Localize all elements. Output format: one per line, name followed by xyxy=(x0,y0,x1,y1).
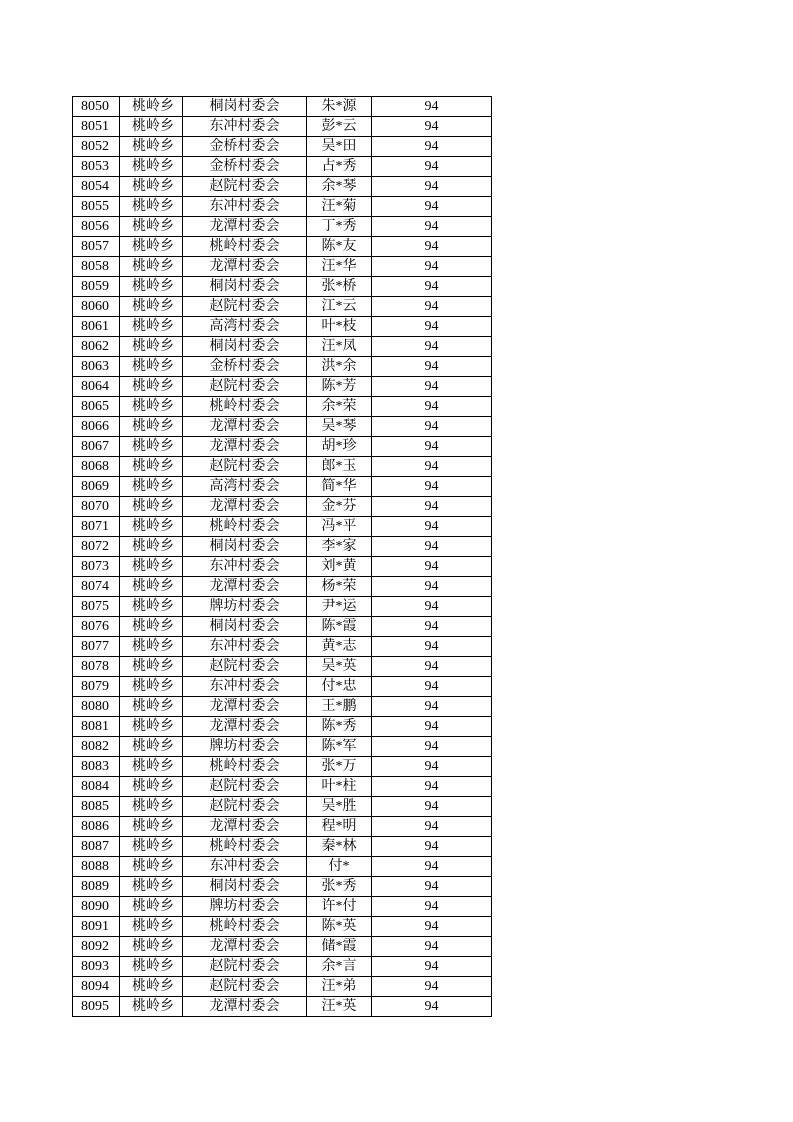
score-cell: 94 xyxy=(372,237,492,257)
village-cell: 桃岭村委会 xyxy=(183,917,307,937)
town-cell: 桃岭乡 xyxy=(120,977,183,997)
village-cell: 金桥村委会 xyxy=(183,357,307,377)
village-cell: 赵院村委会 xyxy=(183,177,307,197)
table-row xyxy=(73,137,492,157)
village-cell: 桃岭村委会 xyxy=(183,837,307,857)
town-cell: 桃岭乡 xyxy=(120,357,183,377)
name-cell: 简*华 xyxy=(307,477,372,497)
village-cell: 赵院村委会 xyxy=(183,777,307,797)
town-cell: 桃岭乡 xyxy=(120,997,183,1017)
name-cell: 储*霞 xyxy=(307,937,372,957)
village-cell: 金桥村委会 xyxy=(183,157,307,177)
name-cell: 汪*英 xyxy=(307,997,372,1017)
town-cell: 桃岭乡 xyxy=(120,377,183,397)
name-cell: 汪*凤 xyxy=(307,337,372,357)
score-cell: 94 xyxy=(372,217,492,237)
table-row xyxy=(73,237,492,257)
town-cell: 桃岭乡 xyxy=(120,837,183,857)
id-cell: 8055 xyxy=(73,197,120,217)
name-cell: 陈*芳 xyxy=(307,377,372,397)
table-row xyxy=(73,417,492,437)
table-row xyxy=(73,857,492,877)
id-cell: 8065 xyxy=(73,397,120,417)
score-cell: 94 xyxy=(372,437,492,457)
id-cell: 8063 xyxy=(73,357,120,377)
table-row xyxy=(73,977,492,997)
score-cell: 94 xyxy=(372,717,492,737)
table-row xyxy=(73,397,492,417)
score-cell: 94 xyxy=(372,937,492,957)
table-row xyxy=(73,917,492,937)
town-cell: 桃岭乡 xyxy=(120,137,183,157)
id-cell: 8079 xyxy=(73,677,120,697)
score-cell: 94 xyxy=(372,97,492,117)
table-row xyxy=(73,577,492,597)
town-cell: 桃岭乡 xyxy=(120,917,183,937)
name-cell: 彭*云 xyxy=(307,117,372,137)
id-cell: 8081 xyxy=(73,717,120,737)
town-cell: 桃岭乡 xyxy=(120,577,183,597)
name-cell: 洪*余 xyxy=(307,357,372,377)
name-cell: 陈*秀 xyxy=(307,717,372,737)
score-cell: 94 xyxy=(372,157,492,177)
name-cell: 刘*黄 xyxy=(307,557,372,577)
table-body xyxy=(73,97,492,1017)
score-cell: 94 xyxy=(372,817,492,837)
name-cell: 冯*平 xyxy=(307,517,372,537)
table-row xyxy=(73,457,492,477)
village-cell: 金桥村委会 xyxy=(183,137,307,157)
name-cell: 叶*柱 xyxy=(307,777,372,797)
town-cell: 桃岭乡 xyxy=(120,237,183,257)
score-cell: 94 xyxy=(372,637,492,657)
id-cell: 8076 xyxy=(73,617,120,637)
town-cell: 桃岭乡 xyxy=(120,617,183,637)
id-cell: 8069 xyxy=(73,477,120,497)
score-cell: 94 xyxy=(372,257,492,277)
village-cell: 牌坊村委会 xyxy=(183,897,307,917)
score-cell: 94 xyxy=(372,477,492,497)
village-cell: 赵院村委会 xyxy=(183,297,307,317)
name-cell: 尹*运 xyxy=(307,597,372,617)
name-cell: 汪*弟 xyxy=(307,977,372,997)
score-cell: 94 xyxy=(372,457,492,477)
id-cell: 8064 xyxy=(73,377,120,397)
table-row xyxy=(73,517,492,537)
town-cell: 桃岭乡 xyxy=(120,97,183,117)
village-cell: 龙潭村委会 xyxy=(183,417,307,437)
name-cell: 王*鹏 xyxy=(307,697,372,717)
score-cell: 94 xyxy=(372,537,492,557)
town-cell: 桃岭乡 xyxy=(120,857,183,877)
table-row xyxy=(73,157,492,177)
table-row xyxy=(73,837,492,857)
village-cell: 龙潭村委会 xyxy=(183,437,307,457)
id-cell: 8088 xyxy=(73,857,120,877)
name-cell: 付* xyxy=(307,857,372,877)
name-cell: 汪*华 xyxy=(307,257,372,277)
village-cell: 赵院村委会 xyxy=(183,957,307,977)
name-cell: 汪*菊 xyxy=(307,197,372,217)
village-cell: 东冲村委会 xyxy=(183,637,307,657)
id-cell: 8075 xyxy=(73,597,120,617)
score-cell: 94 xyxy=(372,397,492,417)
score-cell: 94 xyxy=(372,697,492,717)
score-cell: 94 xyxy=(372,577,492,597)
town-cell: 桃岭乡 xyxy=(120,157,183,177)
id-cell: 8050 xyxy=(73,97,120,117)
id-cell: 8067 xyxy=(73,437,120,457)
town-cell: 桃岭乡 xyxy=(120,757,183,777)
id-cell: 8082 xyxy=(73,737,120,757)
score-cell: 94 xyxy=(372,797,492,817)
table-row xyxy=(73,337,492,357)
village-cell: 桃岭村委会 xyxy=(183,517,307,537)
table-row xyxy=(73,777,492,797)
town-cell: 桃岭乡 xyxy=(120,597,183,617)
town-cell: 桃岭乡 xyxy=(120,957,183,977)
score-cell: 94 xyxy=(372,977,492,997)
id-cell: 8057 xyxy=(73,237,120,257)
name-cell: 余*琴 xyxy=(307,177,372,197)
score-cell: 94 xyxy=(372,757,492,777)
table-row xyxy=(73,377,492,397)
name-cell: 许*付 xyxy=(307,897,372,917)
village-cell: 东冲村委会 xyxy=(183,857,307,877)
village-cell: 东冲村委会 xyxy=(183,677,307,697)
village-cell: 桃岭村委会 xyxy=(183,397,307,417)
score-cell: 94 xyxy=(372,277,492,297)
town-cell: 桃岭乡 xyxy=(120,817,183,837)
table-row xyxy=(73,97,492,117)
id-cell: 8061 xyxy=(73,317,120,337)
village-cell: 龙潭村委会 xyxy=(183,717,307,737)
id-cell: 8080 xyxy=(73,697,120,717)
id-cell: 8072 xyxy=(73,537,120,557)
town-cell: 桃岭乡 xyxy=(120,417,183,437)
id-cell: 8053 xyxy=(73,157,120,177)
table-row xyxy=(73,277,492,297)
id-cell: 8087 xyxy=(73,837,120,857)
id-cell: 8095 xyxy=(73,997,120,1017)
town-cell: 桃岭乡 xyxy=(120,337,183,357)
village-cell: 赵院村委会 xyxy=(183,977,307,997)
id-cell: 8054 xyxy=(73,177,120,197)
name-cell: 余*言 xyxy=(307,957,372,977)
id-cell: 8068 xyxy=(73,457,120,477)
village-cell: 桃岭村委会 xyxy=(183,237,307,257)
table-row xyxy=(73,937,492,957)
name-cell: 秦*林 xyxy=(307,837,372,857)
village-cell: 龙潭村委会 xyxy=(183,997,307,1017)
table-row xyxy=(73,737,492,757)
name-cell: 余*荣 xyxy=(307,397,372,417)
id-cell: 8051 xyxy=(73,117,120,137)
id-cell: 8056 xyxy=(73,217,120,237)
table-row xyxy=(73,177,492,197)
town-cell: 桃岭乡 xyxy=(120,317,183,337)
id-cell: 8085 xyxy=(73,797,120,817)
name-cell: 付*忠 xyxy=(307,677,372,697)
id-cell: 8074 xyxy=(73,577,120,597)
score-cell: 94 xyxy=(372,317,492,337)
name-cell: 江*云 xyxy=(307,297,372,317)
village-cell: 龙潭村委会 xyxy=(183,217,307,237)
table-row xyxy=(73,317,492,337)
id-cell: 8091 xyxy=(73,917,120,937)
score-cell: 94 xyxy=(372,557,492,577)
town-cell: 桃岭乡 xyxy=(120,117,183,137)
table-row xyxy=(73,757,492,777)
score-cell: 94 xyxy=(372,897,492,917)
score-cell: 94 xyxy=(372,837,492,857)
village-cell: 桐岗村委会 xyxy=(183,277,307,297)
village-cell: 赵院村委会 xyxy=(183,657,307,677)
score-cell: 94 xyxy=(372,297,492,317)
id-cell: 8077 xyxy=(73,637,120,657)
name-cell: 陈*英 xyxy=(307,917,372,937)
name-cell: 金*芬 xyxy=(307,497,372,517)
village-cell: 桐岗村委会 xyxy=(183,617,307,637)
score-cell: 94 xyxy=(372,617,492,637)
table-row xyxy=(73,557,492,577)
id-cell: 8058 xyxy=(73,257,120,277)
village-cell: 龙潭村委会 xyxy=(183,497,307,517)
town-cell: 桃岭乡 xyxy=(120,557,183,577)
village-cell: 桐岗村委会 xyxy=(183,537,307,557)
table-row xyxy=(73,497,492,517)
score-cell: 94 xyxy=(372,357,492,377)
village-cell: 龙潭村委会 xyxy=(183,937,307,957)
id-cell: 8078 xyxy=(73,657,120,677)
score-cell: 94 xyxy=(372,177,492,197)
name-cell: 陈*军 xyxy=(307,737,372,757)
table-row xyxy=(73,117,492,137)
name-cell: 李*家 xyxy=(307,537,372,557)
score-cell: 94 xyxy=(372,337,492,357)
score-cell: 94 xyxy=(372,657,492,677)
town-cell: 桃岭乡 xyxy=(120,797,183,817)
id-cell: 8073 xyxy=(73,557,120,577)
town-cell: 桃岭乡 xyxy=(120,217,183,237)
table-row xyxy=(73,597,492,617)
name-cell: 吴*田 xyxy=(307,137,372,157)
town-cell: 桃岭乡 xyxy=(120,897,183,917)
table-row xyxy=(73,357,492,377)
town-cell: 桃岭乡 xyxy=(120,717,183,737)
score-cell: 94 xyxy=(372,117,492,137)
name-cell: 朱*源 xyxy=(307,97,372,117)
id-cell: 8090 xyxy=(73,897,120,917)
town-cell: 桃岭乡 xyxy=(120,277,183,297)
town-cell: 桃岭乡 xyxy=(120,677,183,697)
village-cell: 桐岗村委会 xyxy=(183,97,307,117)
table-row xyxy=(73,897,492,917)
score-cell: 94 xyxy=(372,877,492,897)
village-cell: 东冲村委会 xyxy=(183,117,307,137)
town-cell: 桃岭乡 xyxy=(120,637,183,657)
village-cell: 桃岭村委会 xyxy=(183,757,307,777)
village-cell: 龙潭村委会 xyxy=(183,577,307,597)
name-cell: 陈*霞 xyxy=(307,617,372,637)
name-cell: 吴*琴 xyxy=(307,417,372,437)
town-cell: 桃岭乡 xyxy=(120,657,183,677)
name-cell: 吴*胜 xyxy=(307,797,372,817)
name-cell: 吴*英 xyxy=(307,657,372,677)
village-cell: 牌坊村委会 xyxy=(183,597,307,617)
village-cell: 东冲村委会 xyxy=(183,557,307,577)
table-row xyxy=(73,437,492,457)
town-cell: 桃岭乡 xyxy=(120,537,183,557)
town-cell: 桃岭乡 xyxy=(120,457,183,477)
town-cell: 桃岭乡 xyxy=(120,497,183,517)
table-row xyxy=(73,657,492,677)
table-row xyxy=(73,797,492,817)
town-cell: 桃岭乡 xyxy=(120,937,183,957)
village-cell: 赵院村委会 xyxy=(183,457,307,477)
village-cell: 高湾村委会 xyxy=(183,317,307,337)
village-cell: 桐岗村委会 xyxy=(183,337,307,357)
name-cell: 张*桥 xyxy=(307,277,372,297)
town-cell: 桃岭乡 xyxy=(120,397,183,417)
name-cell: 郎*玉 xyxy=(307,457,372,477)
table-row xyxy=(73,697,492,717)
table-row xyxy=(73,677,492,697)
table-row xyxy=(73,817,492,837)
table-row xyxy=(73,717,492,737)
table-row xyxy=(73,197,492,217)
table-row xyxy=(73,997,492,1017)
score-cell: 94 xyxy=(372,137,492,157)
town-cell: 桃岭乡 xyxy=(120,737,183,757)
name-cell: 陈*友 xyxy=(307,237,372,257)
table-row xyxy=(73,217,492,237)
score-cell: 94 xyxy=(372,677,492,697)
id-cell: 8086 xyxy=(73,817,120,837)
id-cell: 8084 xyxy=(73,777,120,797)
name-cell: 杨*荣 xyxy=(307,577,372,597)
village-cell: 高湾村委会 xyxy=(183,477,307,497)
score-cell: 94 xyxy=(372,417,492,437)
id-cell: 8062 xyxy=(73,337,120,357)
data-table xyxy=(72,96,492,1017)
name-cell: 丁*秀 xyxy=(307,217,372,237)
id-cell: 8092 xyxy=(73,937,120,957)
town-cell: 桃岭乡 xyxy=(120,177,183,197)
score-cell: 94 xyxy=(372,197,492,217)
id-cell: 8094 xyxy=(73,977,120,997)
village-cell: 龙潭村委会 xyxy=(183,697,307,717)
id-cell: 8060 xyxy=(73,297,120,317)
town-cell: 桃岭乡 xyxy=(120,297,183,317)
name-cell: 程*明 xyxy=(307,817,372,837)
id-cell: 8059 xyxy=(73,277,120,297)
name-cell: 占*秀 xyxy=(307,157,372,177)
score-cell: 94 xyxy=(372,597,492,617)
table-row xyxy=(73,537,492,557)
id-cell: 8083 xyxy=(73,757,120,777)
score-cell: 94 xyxy=(372,957,492,977)
id-cell: 8070 xyxy=(73,497,120,517)
table-row xyxy=(73,297,492,317)
town-cell: 桃岭乡 xyxy=(120,437,183,457)
score-cell: 94 xyxy=(372,777,492,797)
score-cell: 94 xyxy=(372,997,492,1017)
village-cell: 龙潭村委会 xyxy=(183,817,307,837)
score-cell: 94 xyxy=(372,377,492,397)
table-row xyxy=(73,957,492,977)
score-cell: 94 xyxy=(372,497,492,517)
score-cell: 94 xyxy=(372,917,492,937)
name-cell: 张*万 xyxy=(307,757,372,777)
id-cell: 8066 xyxy=(73,417,120,437)
table-row xyxy=(73,617,492,637)
town-cell: 桃岭乡 xyxy=(120,777,183,797)
name-cell: 叶*枝 xyxy=(307,317,372,337)
village-cell: 东冲村委会 xyxy=(183,197,307,217)
name-cell: 胡*珍 xyxy=(307,437,372,457)
town-cell: 桃岭乡 xyxy=(120,257,183,277)
name-cell: 张*秀 xyxy=(307,877,372,897)
table-row xyxy=(73,877,492,897)
town-cell: 桃岭乡 xyxy=(120,197,183,217)
table-row xyxy=(73,477,492,497)
score-cell: 94 xyxy=(372,517,492,537)
town-cell: 桃岭乡 xyxy=(120,877,183,897)
table-row xyxy=(73,257,492,277)
score-cell: 94 xyxy=(372,857,492,877)
town-cell: 桃岭乡 xyxy=(120,517,183,537)
id-cell: 8052 xyxy=(73,137,120,157)
town-cell: 桃岭乡 xyxy=(120,697,183,717)
village-cell: 赵院村委会 xyxy=(183,377,307,397)
village-cell: 桐岗村委会 xyxy=(183,877,307,897)
score-cell: 94 xyxy=(372,737,492,757)
village-cell: 龙潭村委会 xyxy=(183,257,307,277)
table-row xyxy=(73,637,492,657)
town-cell: 桃岭乡 xyxy=(120,477,183,497)
id-cell: 8071 xyxy=(73,517,120,537)
id-cell: 8089 xyxy=(73,877,120,897)
village-cell: 赵院村委会 xyxy=(183,797,307,817)
village-cell: 牌坊村委会 xyxy=(183,737,307,757)
name-cell: 黄*志 xyxy=(307,637,372,657)
id-cell: 8093 xyxy=(73,957,120,977)
